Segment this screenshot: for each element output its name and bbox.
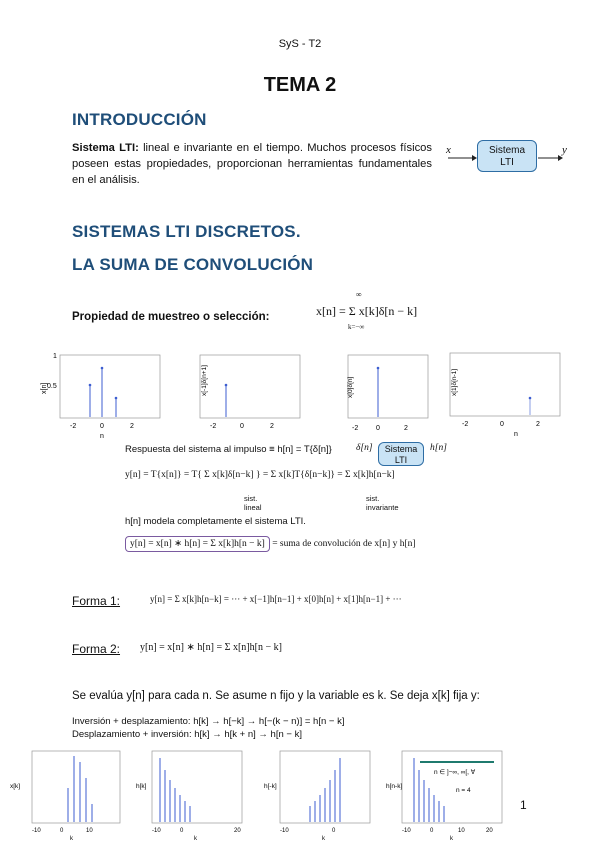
impulse-derivation: y[n] = T{x[n]} = T{ Σ x[k]δ[n−k] } = Σ x[k]T{δ[n−k]} = Σ x[k]h[n−k]	[125, 470, 395, 480]
p3-ylabel: x[0]δ[n]	[347, 376, 354, 398]
p1-xtick-b: 0	[100, 423, 104, 430]
evaluate-text: Se evalúa y[n] para cada n. Se asume n fijo y la variable es k. Se deja x[k] fija y:	[72, 690, 480, 702]
intro-text: lineal e invariante en el tiempo. Muchos procesos físicos poseen estas propiedades, proporcionan herramientas fundamentales en el análisis.	[72, 142, 432, 186]
plots-row2	[10, 748, 510, 840]
p4-xtick-b: 0	[500, 421, 504, 428]
q4-xlabel: k	[450, 836, 453, 840]
q4-xtick-a: -10	[402, 828, 411, 834]
p4-xlabel: n	[514, 431, 518, 438]
page-number: 1	[520, 798, 527, 812]
q3-xtick-a: -10	[280, 828, 289, 834]
impulse-box-out: h[n]	[430, 443, 447, 453]
page-header: SyS - T2	[278, 38, 322, 50]
p4-ylabel: x[1]δ[n-1]	[451, 368, 458, 396]
lti-system-box	[477, 140, 537, 172]
note-sist-lineal: sist. lineal	[244, 494, 262, 512]
lti-diagram	[440, 136, 580, 180]
section-lti-discretos: SISTEMAS LTI DISCRETOS.	[72, 222, 301, 241]
p2-xtick-a: -2	[210, 423, 217, 430]
q4-ylabel: h[n-k]	[386, 783, 403, 790]
q2-xtick-a: -10	[152, 828, 161, 834]
q1-ylabel: x[k]	[10, 783, 21, 790]
q4-xtick-b: 0	[430, 828, 434, 834]
q1-xtick-b: 0	[60, 828, 64, 834]
p3-xtick-b: 0	[376, 425, 380, 432]
q1-xlabel: k	[70, 836, 73, 840]
forma2-label: Forma 2:	[72, 642, 121, 656]
p1-ylabel: x[n]	[41, 382, 48, 394]
impulse-box-in: δ[n]	[356, 443, 373, 453]
section-suma-convolucion: LA SUMA DE CONVOLUCIÓN	[72, 255, 314, 274]
p2-ylabel: x[-1]δ[n+1]	[201, 365, 208, 396]
q3-xtick-b: 0	[332, 828, 336, 834]
plot-x-n	[41, 353, 160, 440]
plots-row1	[30, 350, 570, 440]
p2-xtick-b: 0	[240, 423, 244, 430]
box-label-2: LTI	[500, 157, 514, 168]
diagram-output-label: y	[562, 144, 567, 156]
q4-xtick-c: 10	[458, 828, 465, 834]
impulse-lti-box	[378, 442, 424, 466]
p1-ytick-1: 1	[53, 353, 57, 360]
box-label-1: Sistema	[488, 145, 526, 156]
p1-xlabel: n	[100, 433, 104, 440]
p4-xtick-c: 2	[536, 421, 540, 428]
page-title: TEMA 2	[263, 74, 337, 96]
impulse-model-note: h[n] modela completamente el sistema LTI.	[125, 516, 306, 527]
plot-x-1-delta	[200, 355, 300, 430]
convolution-sum	[125, 538, 416, 549]
impulse-box-label-2: LTI	[394, 455, 408, 465]
plot-h-minus-k	[264, 751, 370, 840]
note-sist-invariante: sist. invariante	[366, 494, 399, 512]
q4-annot-n: n = 4	[456, 787, 471, 794]
sampling-eq: x[n] = Σ x[k]δ[n − k]	[316, 304, 418, 318]
sum-bottom: k=−∞	[348, 323, 365, 331]
q3-xlabel: k	[322, 836, 325, 840]
desplazamiento-line: Desplazamiento + inversión: h[k] → h[k + n] → h[n − k]	[72, 729, 302, 740]
q1-xtick-a: -10	[32, 828, 41, 834]
plot-h-n-minus-k	[386, 751, 502, 840]
q1-xtick-c: 10	[86, 828, 93, 834]
plot-x1-delta	[450, 353, 560, 438]
q3-ylabel: h[-k]	[264, 783, 277, 790]
p2-xtick-c: 2	[270, 423, 274, 430]
p4-xtick-a: -2	[462, 421, 469, 428]
q4-xtick-d: 20	[486, 828, 493, 834]
p1-ytick-05: 0.5	[47, 383, 57, 390]
p1-xtick-a: -2	[70, 423, 77, 430]
plot-h-k	[136, 751, 242, 840]
convolution-eq: y[n] = x[n] ∗ h[n] = Σ x[k]h[n − k]	[125, 536, 270, 552]
q2-xlabel: k	[194, 836, 197, 840]
q4-annot-range: n ∈ ]−∞, ∞[, ∀	[434, 769, 476, 776]
forma1-label: Forma 1:	[72, 594, 121, 608]
forma1-eq: y[n] = Σ x[k]h[n−k] = ··· + x[−1]h[n−1] + x[0]h[n] + x[1]h[n−1] + ···	[150, 594, 402, 604]
forma2-eq: y[n] = x[n] ∗ h[n] = Σ x[n]h[n − k]	[140, 642, 282, 653]
sampling-formula	[316, 290, 466, 330]
impulse-box-label-1: Sistema	[384, 444, 418, 454]
convolution-tail: = suma de convolución de x[n] y h[n]	[272, 539, 416, 549]
p3-xtick-c: 2	[404, 425, 408, 432]
plot-x-k	[10, 751, 120, 840]
impulse-def: Respuesta del sistema al impulso ≡ h[n] = T{δ[n]}	[125, 444, 332, 455]
intro-paragraph	[72, 140, 432, 188]
q2-xtick-d: 20	[234, 828, 241, 834]
p3-xtick-a: -2	[352, 425, 359, 432]
sampling-label: Propiedad de muestreo o selección:	[72, 311, 270, 323]
diagram-input-label: x	[446, 144, 451, 156]
q2-xtick-b: 0	[180, 828, 184, 834]
section-introduccion: INTRODUCCIÓN	[72, 110, 207, 129]
inversion-line: Inversión + desplazamiento: h[k] → h[−k] → h[−(k − n)] = h[n − k]	[72, 716, 345, 727]
p1-xtick-c: 2	[130, 423, 134, 430]
sum-top: ∞	[356, 290, 362, 299]
q2-ylabel: h[k]	[136, 783, 147, 790]
plot-x0-delta	[347, 355, 428, 432]
intro-bold-term: Sistema LTI:	[72, 142, 139, 154]
